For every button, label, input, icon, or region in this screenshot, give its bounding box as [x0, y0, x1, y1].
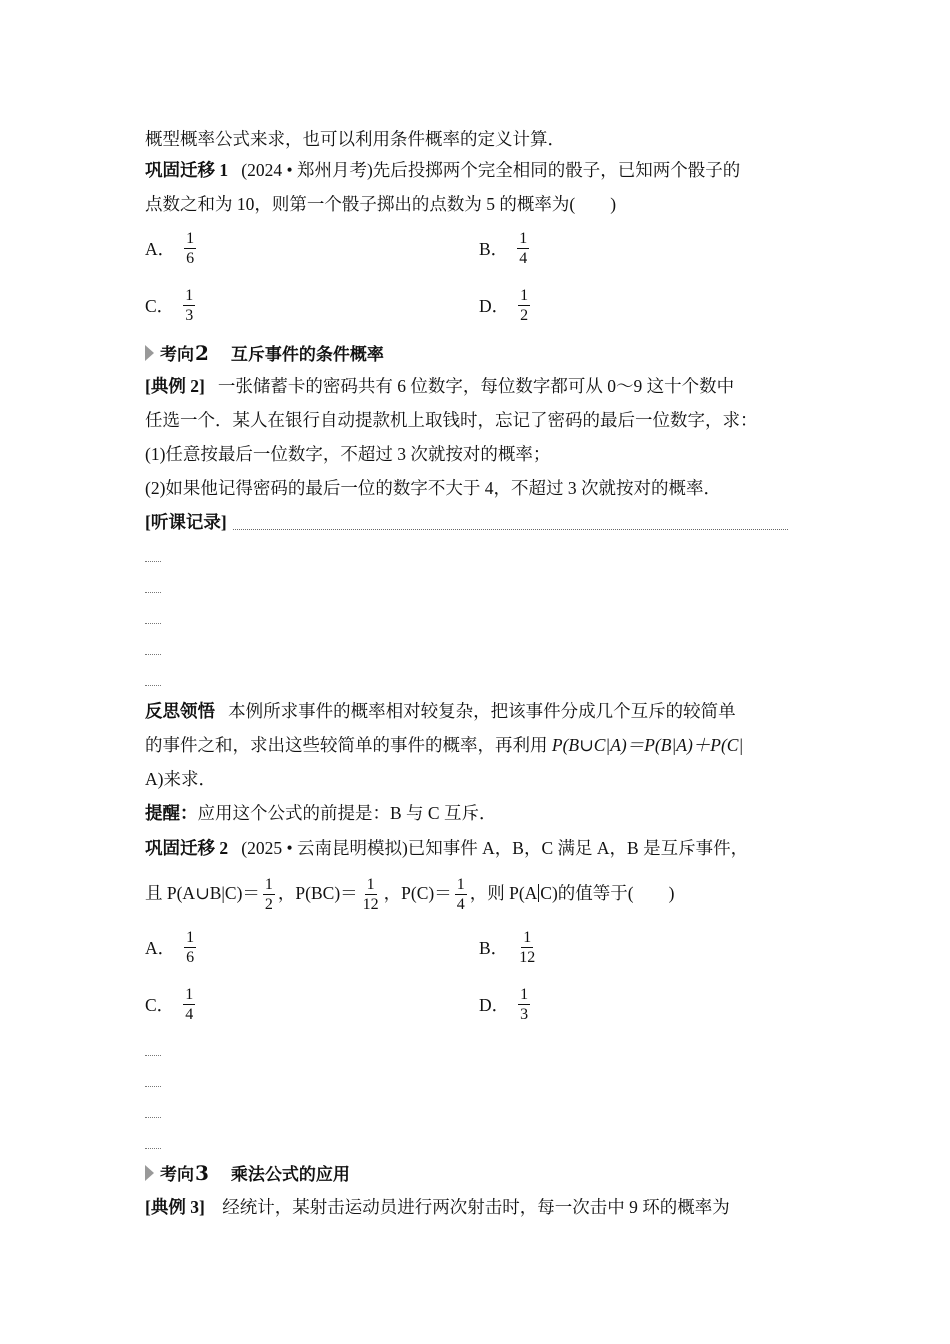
option-fraction: [183, 286, 195, 325]
option-label: D．: [479, 995, 510, 1015]
option-fraction: [517, 928, 537, 967]
fraction-denominator: 4: [185, 1006, 194, 1023]
option-label: A．: [145, 938, 176, 958]
exercise-1-label: 巩固迁移 1: [145, 160, 229, 180]
answer-line[interactable]: [145, 1055, 161, 1056]
exercise-1-line-2: 点数之和为 10，则第一个骰子掷出的点数为 5 的概率为( ): [145, 194, 617, 214]
answer-line[interactable]: [145, 1117, 161, 1118]
fraction-numerator: 1: [520, 287, 529, 304]
option-label: A．: [145, 239, 176, 259]
record-label: [听课记录]: [145, 512, 227, 532]
section-3-title: 乘法公式的应用: [230, 1165, 350, 1184]
fraction-numerator: 1: [264, 876, 273, 894]
fraction-numerator: 1: [185, 287, 194, 304]
section-3-heading: [145, 1160, 350, 1185]
fraction-numerator: 1: [186, 929, 195, 946]
option-fraction: [184, 229, 196, 268]
answer-line[interactable]: [145, 592, 161, 593]
exercise-1-text-1: (2024 • 郑州月考)先后投掷两个完全相同的骰子，已知两个骰子的: [241, 160, 741, 180]
fraction-denominator: 12: [362, 896, 379, 914]
reflection-text-1: 本例所求事件的概率相对较复杂，把该事件分成几个互斥的较简单: [228, 701, 736, 721]
exercise-2-option-b[interactable]: [479, 928, 540, 967]
reflection-label: 反思领悟: [145, 701, 215, 721]
option-fraction: [183, 985, 195, 1024]
example-2-label: [典例 2]: [145, 376, 205, 396]
fraction-denominator: 6: [186, 250, 195, 267]
reflection-line-3: A)来求．: [145, 769, 216, 789]
reflection-line-1: [145, 699, 736, 723]
exercise-2-option-c[interactable]: [145, 985, 198, 1024]
kaoxiang-number: 2: [195, 340, 209, 365]
exercise-2-text-end: C)的值等于( ): [540, 883, 675, 903]
example-2-line-4: (2)如果他记得密码的最后一位的数字不大于 4，不超过 3 次就按对的概率．: [145, 478, 722, 498]
exercise-2-line-2: [145, 870, 674, 916]
answer-line[interactable]: [145, 1086, 161, 1087]
fraction-numerator: 1: [520, 986, 529, 1003]
fraction-numerator: 1: [519, 230, 528, 247]
kaoxiang-label: 考向: [160, 345, 194, 364]
example-2-line-1: [145, 374, 734, 398]
answer-line[interactable]: [145, 654, 161, 655]
example-3-label: [典例 3]: [145, 1197, 205, 1217]
fraction-2: [361, 875, 381, 914]
option-label: B．: [479, 239, 509, 259]
exercise-1-line-1: [145, 158, 740, 182]
fraction-numerator: 1: [185, 986, 194, 1003]
reminder-line: [145, 801, 496, 825]
reminder-text: 应用这个公式的前提是：B 与 C 互斥．: [197, 803, 497, 823]
exercise-2-option-a[interactable]: [145, 928, 199, 967]
reminder-label: 提醒：: [145, 803, 198, 823]
fraction-numerator: 1: [366, 876, 375, 894]
example-3-line-1: [145, 1195, 730, 1219]
option-fraction: [517, 229, 529, 268]
fraction-denominator: 3: [185, 307, 194, 324]
option-fraction: [184, 928, 196, 967]
kaoxiang-number: 3: [195, 1160, 209, 1185]
option-label: D．: [479, 296, 510, 316]
answer-line[interactable]: [145, 1148, 161, 1149]
exercise-1-option-b[interactable]: [479, 229, 532, 268]
record-line[interactable]: [233, 529, 788, 530]
answer-line[interactable]: [145, 561, 161, 562]
kaoxiang-label: 考向: [160, 1165, 194, 1184]
exercise-1-option-a[interactable]: [145, 229, 199, 268]
reflection-formula: P(B∪C|A)＝P(B|A)＋P(C|: [551, 735, 744, 755]
option-label: B．: [479, 938, 509, 958]
fraction-denominator: 2: [520, 307, 529, 324]
exercise-2-text-1: (2025 • 云南昆明模拟)已知事件 A，B，C 满足 A，B 是互斥事件，: [241, 838, 749, 858]
fraction-3: [455, 875, 467, 914]
exercise-2-text-mid1: ，P(BC)＝: [277, 883, 358, 903]
exercise-1-option-c[interactable]: [145, 286, 198, 325]
reflection-text-2: 的事件之和，求出这些较简单的事件的概率，再利用: [145, 735, 548, 755]
answer-line[interactable]: [145, 685, 161, 686]
triangle-marker-icon: [145, 345, 154, 361]
triangle-marker-icon: [145, 1165, 154, 1181]
exercise-2-text-mid3: ，则 P(A: [469, 883, 538, 903]
option-fraction: [518, 286, 530, 325]
fraction-denominator: 4: [519, 250, 528, 267]
exercise-1-option-d[interactable]: [479, 286, 533, 325]
fraction-numerator: 1: [186, 230, 195, 247]
exercise-2-line-1: [145, 836, 748, 860]
exercise-2-label: 巩固迁移 2: [145, 838, 229, 858]
answer-line[interactable]: [145, 623, 161, 624]
reflection-line-2: [145, 733, 743, 757]
fraction-denominator: 12: [519, 949, 536, 966]
fraction-numerator: 1: [456, 876, 465, 894]
option-label: C．: [145, 995, 175, 1015]
fraction-denominator: 3: [520, 1006, 529, 1023]
exercise-2-text-pre: 且 P(A∪B|C)＝: [145, 883, 260, 903]
fraction-denominator: 4: [456, 896, 465, 914]
fraction-1: [263, 875, 275, 914]
example-2-text-1: 一张储蓄卡的密码共有 6 位数字，每位数字都可从 0～9 这十个数中: [217, 376, 735, 396]
option-fraction: [518, 985, 530, 1024]
example-2-line-3: (1)任意按最后一位数字，不超过 3 次就按对的概率；: [145, 444, 551, 464]
section-2-heading: [145, 340, 384, 365]
fraction-denominator: 6: [186, 949, 195, 966]
example-2-line-2: 任选一个．某人在银行自动提款机上取钱时，忘记了密码的最后一位数字，求：: [145, 410, 758, 430]
intro-line: 概型概率公式来求，也可以利用条件概率的定义计算．: [145, 129, 565, 149]
exercise-2-text-mid2: ，P(C)＝: [383, 883, 452, 903]
option-label: C．: [145, 296, 175, 316]
exercise-2-option-d[interactable]: [479, 985, 533, 1024]
fraction-numerator: 1: [523, 929, 532, 946]
example-3-text-1: 经统计，某射击运动员进行两次射击时，每一次击中 9 环的概率为: [222, 1197, 730, 1217]
fraction-denominator: 2: [264, 896, 273, 914]
section-2-title: 互斥事件的条件概率: [230, 345, 384, 364]
